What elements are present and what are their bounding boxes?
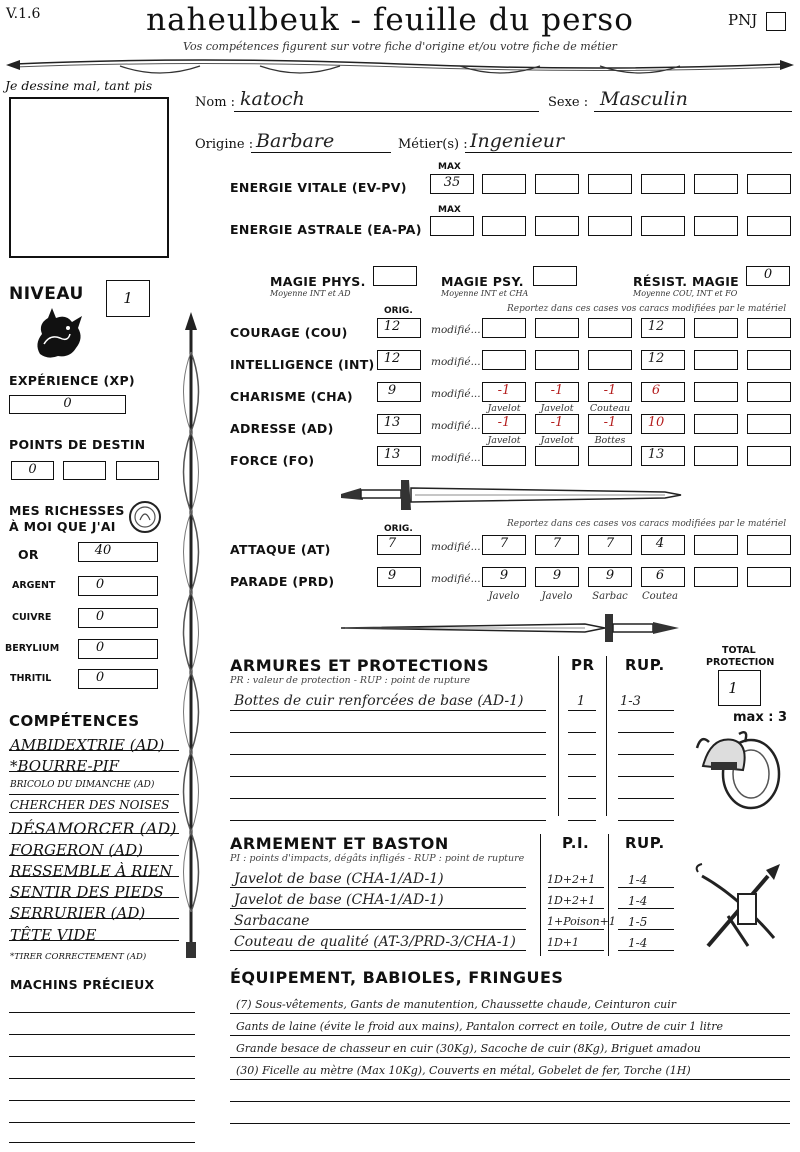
weapons-subtitle: PI : points d'impacts, dégâts infligés - RUP : point de rupture: [230, 853, 525, 864]
skill-item[interactable]: CHERCHER DES NOISES: [10, 798, 170, 812]
pnj-checkbox[interactable]: [766, 12, 786, 31]
armor-rup[interactable]: 1-3: [620, 694, 641, 709]
combat-cell-box[interactable]: [694, 567, 738, 587]
weapon-name[interactable]: Javelot de base (CHA-1/AD-1): [234, 892, 444, 908]
weapon-pi[interactable]: 1D+2+1: [547, 873, 596, 886]
combat-orig-value: 9: [387, 568, 397, 583]
combat-cell-value: 4: [655, 536, 665, 551]
ea-label: ENERGIE ASTRALE (EA-PA): [230, 222, 422, 237]
stat-cell-value: -1: [603, 415, 617, 430]
ea-box-4[interactable]: [641, 216, 685, 236]
resist-magie-value: 0: [763, 267, 773, 282]
argent-label: ARGENT: [12, 580, 56, 591]
combat-cell-box[interactable]: [747, 535, 791, 555]
stat-cell-value: 12: [647, 351, 665, 366]
version-label: V.1.6: [6, 6, 41, 22]
stat-cell-value: -1: [603, 383, 617, 398]
weapon-name[interactable]: Sarbacane: [234, 913, 310, 929]
dragon-icon: [30, 304, 88, 362]
ev-box-1[interactable]: [482, 174, 526, 194]
weapon-name[interactable]: Javelot de base (CHA-1/AD-1): [234, 871, 444, 887]
combat-sub-1: Javelo: [488, 591, 520, 602]
stat-modif-label: modifié...: [431, 324, 481, 336]
stats-note: Reportez dans ces cases vos caracs modifiées par le matériel: [507, 304, 787, 314]
skill-item[interactable]: DÉSAMORCER (AD): [10, 819, 177, 838]
weapon-rup[interactable]: 1-4: [628, 873, 648, 887]
sword-ornament-1: [335, 476, 685, 516]
sexe-value[interactable]: Masculin: [600, 88, 688, 110]
stat-cell-box[interactable]: [694, 414, 738, 434]
skill-item[interactable]: RESSEMBLE À RIEN: [10, 862, 173, 880]
stat-cell-value: -1: [550, 383, 564, 398]
skill-item[interactable]: BRICOLO DU DIMANCHE (AD): [10, 780, 155, 790]
portrait-caption: Je dessine mal, tant pis: [5, 78, 153, 93]
equipment-line[interactable]: Gants de laine (évite le froid aux mains), Pantalon correct en toile, Outre de cuir 1 litre: [236, 1020, 723, 1033]
weapon-name[interactable]: Couteau de qualité (AT-3/PRD-3/CHA-1): [234, 934, 516, 950]
stat-cell-sub: Javelot: [540, 403, 574, 414]
weapons-title: ARMEMENT ET BASTON: [230, 834, 449, 853]
stat-cell-box[interactable]: [747, 318, 791, 338]
coin-icon: [128, 500, 162, 534]
stat-modif-label: modifié...: [431, 356, 481, 368]
stat-cell-box[interactable]: [588, 446, 632, 466]
stat-orig-value: 12: [383, 319, 401, 334]
destin-label: POINTS DE DESTIN: [9, 437, 146, 452]
origine-label: Origine :: [195, 137, 254, 152]
stat-cell-box[interactable]: [588, 350, 632, 370]
combat-cell-box[interactable]: [694, 535, 738, 555]
stat-cell-value: -1: [497, 383, 511, 398]
precious-title: MACHINS PRÉCIEUX: [10, 977, 155, 992]
ev-box-4[interactable]: [641, 174, 685, 194]
metier-label: Métier(s) :: [398, 137, 468, 152]
stat-modif-label: modifié...: [431, 420, 481, 432]
or-value: 40: [94, 543, 112, 558]
ev-box-3[interactable]: [588, 174, 632, 194]
combat-note: Reportez dans ces cases vos caracs modifiées par le matériel: [507, 519, 787, 529]
stat-cell-box[interactable]: [482, 350, 526, 370]
combat-label: PARADE (PRD): [230, 574, 335, 589]
nom-value[interactable]: katoch: [240, 88, 305, 110]
stat-cell-box[interactable]: [588, 318, 632, 338]
ea-box-3[interactable]: [588, 216, 632, 236]
combat-modif-label: modifié...: [431, 573, 481, 585]
stat-cell-sub: Couteau: [589, 403, 631, 414]
stat-label: FORCE (FO): [230, 453, 315, 468]
stat-label: ADRESSE (AD): [230, 421, 334, 436]
cuivre-value: 0: [95, 609, 105, 624]
or-label: OR: [18, 547, 39, 562]
equipment-line[interactable]: Grande besace de chasseur en cuir (30Kg), Sacoche de cuir (8Kg), Briguet amadou: [236, 1042, 701, 1055]
combat-cell-value: 7: [605, 536, 615, 551]
skill-item[interactable]: TÊTE VIDE: [10, 926, 97, 944]
skills-footnote: *TIRER CORRECTEMENT (AD): [10, 952, 147, 962]
stat-cell-value: 10: [647, 415, 665, 430]
magie-psy-label: MAGIE PSY.: [441, 274, 524, 289]
armor-subtitle: PR : valeur de protection - RUP : point de rupture: [230, 675, 471, 686]
weapon-rup[interactable]: 1-4: [628, 894, 648, 908]
skill-item[interactable]: AMBIDEXTRIE (AD): [10, 736, 165, 754]
stat-label: CHARISME (CHA): [230, 389, 353, 404]
combat-cell-value: 7: [552, 536, 562, 551]
stat-cell-box[interactable]: [694, 350, 738, 370]
weapon-rup[interactable]: 1-5: [628, 915, 648, 929]
xp-value: 0: [63, 396, 72, 411]
stat-cell-sub: Javelot: [540, 435, 574, 446]
stats-orig-label: ORIG.: [384, 306, 413, 316]
stat-cell-box[interactable]: [535, 350, 579, 370]
staff-ornament: [176, 312, 206, 962]
total-protection-value: 1: [728, 679, 738, 697]
berylium-label: BERYLIUM: [5, 643, 60, 654]
magie-psy-box[interactable]: [533, 266, 577, 286]
destin-value-1: 0: [28, 462, 37, 477]
weapon-pi[interactable]: 1D+1: [547, 936, 580, 949]
weapon-pi[interactable]: 1+Poison+1: [547, 915, 616, 928]
skills-title: COMPÉTENCES: [9, 712, 140, 730]
xp-label: EXPÉRIENCE (XP): [9, 373, 135, 388]
niveau-label: NIVEAU: [9, 284, 84, 304]
stat-cell-box[interactable]: [694, 446, 738, 466]
stat-cell-box[interactable]: [694, 318, 738, 338]
stat-cell-value: -1: [497, 415, 511, 430]
weapon-rup[interactable]: 1-4: [628, 936, 648, 950]
stat-cell-value: 12: [647, 319, 665, 334]
combat-cell-value: 9: [499, 568, 509, 583]
ea-max-label: MAX: [438, 205, 461, 215]
stat-cell-box[interactable]: [482, 318, 526, 338]
equipment-title: ÉQUIPEMENT, BABIOLES, FRINGUES: [230, 968, 564, 987]
ea-box-6[interactable]: [747, 216, 791, 236]
magie-phys-label: MAGIE PHYS.: [270, 274, 366, 289]
ev-label: ENERGIE VITALE (EV-PV): [230, 180, 407, 195]
skill-item[interactable]: FORGERON (AD): [10, 841, 143, 859]
ea-box-2[interactable]: [535, 216, 579, 236]
portrait-box[interactable]: [9, 97, 169, 258]
thritil-value: 0: [95, 670, 105, 685]
origine-value[interactable]: Barbare: [256, 130, 335, 152]
total-label-2: PROTECTION: [706, 657, 775, 668]
sexe-label: Sexe :: [548, 95, 589, 110]
weapons-icon: [688, 856, 788, 956]
sword-ornament-2: [335, 608, 685, 648]
equipment-line[interactable]: (30) Ficelle au mètre (Max 10Kg), Couverts en métal, Gobelet de fer, Torche (1H): [236, 1064, 691, 1077]
stat-cell-sub: Javelot: [487, 435, 521, 446]
nom-label: Nom :: [195, 95, 236, 110]
combat-cell-value: 9: [605, 568, 615, 583]
combat-orig-value: 7: [387, 536, 397, 551]
pnj-label: PNJ: [728, 11, 758, 29]
stat-cell-box[interactable]: [482, 446, 526, 466]
skill-item[interactable]: *BOURRE-PIF: [10, 757, 120, 775]
armor-title: ARMURES ET PROTECTIONS: [230, 656, 489, 675]
combat-cell-box[interactable]: [747, 567, 791, 587]
stat-orig-value: 13: [383, 415, 401, 430]
weapons-pi-label: P.I.: [562, 834, 590, 852]
stat-cell-value: 13: [647, 447, 665, 462]
ea-max-box[interactable]: [430, 216, 474, 236]
destin-box-2[interactable]: [63, 461, 106, 480]
stat-modif-label: modifié...: [431, 452, 481, 464]
page-title: naheulbeuk - feuille du perso: [146, 2, 634, 38]
skill-item[interactable]: SENTIR DES PIEDS: [10, 883, 164, 901]
stat-cell-box[interactable]: [535, 446, 579, 466]
total-label-1: TOTAL: [722, 645, 756, 656]
armor-rup-label: RUP.: [625, 656, 665, 674]
ev-box-5[interactable]: [694, 174, 738, 194]
combat-orig-label: ORIG.: [384, 524, 413, 534]
weapon-pi[interactable]: 1D+2+1: [547, 894, 596, 907]
destin-box-3[interactable]: [116, 461, 159, 480]
helmet-shield-icon: [693, 726, 783, 812]
combat-cell-value: 7: [499, 536, 509, 551]
stat-modif-label: modifié...: [431, 388, 481, 400]
combat-sub-2: Javelo: [541, 591, 573, 602]
armor-pr[interactable]: 1: [576, 694, 586, 709]
magie-phys-box[interactable]: [373, 266, 417, 286]
richesses-label-2: À MOI QUE J'AI: [9, 519, 116, 534]
ev-box-2[interactable]: [535, 174, 579, 194]
metier-value[interactable]: Ingenieur: [470, 130, 565, 152]
stat-orig-value: 12: [383, 351, 401, 366]
stat-cell-box[interactable]: [747, 350, 791, 370]
combat-sub-4: Coutea: [641, 591, 678, 602]
stat-label: COURAGE (COU): [230, 325, 348, 340]
equipment-line[interactable]: (7) Sous-vêtements, Gants de manutention, Chaussette chaude, Ceinturon cuir: [236, 998, 677, 1011]
ev-max-label: MAX: [438, 162, 461, 172]
richesses-label-1: MES RICHESSES: [9, 503, 125, 518]
skill-item[interactable]: SERRURIER (AD): [10, 904, 146, 922]
page-subtitle: Vos compétences figurent sur votre fiche d'origine et/ou votre fiche de métier: [183, 40, 617, 53]
stat-cell-value: -1: [550, 415, 564, 430]
stat-cell-box[interactable]: [694, 382, 738, 402]
berylium-value: 0: [95, 640, 105, 655]
magie-psy-sub: Moyenne INT et CHA: [441, 289, 529, 298]
argent-value: 0: [95, 577, 105, 592]
combat-modif-label: modifié...: [431, 541, 481, 553]
ea-box-5[interactable]: [694, 216, 738, 236]
stat-orig-value: 9: [387, 383, 397, 398]
stat-orig-value: 13: [383, 447, 401, 462]
stat-cell-sub: Bottes: [594, 435, 626, 446]
resist-magie-label: RÉSIST. MAGIE: [633, 274, 740, 289]
armor-pr-label: PR: [571, 656, 595, 674]
resist-magie-sub: Moyenne COU, INT et FO: [633, 289, 738, 298]
max-protection-label: max : 3: [733, 710, 787, 725]
combat-cell-value: 6: [655, 568, 665, 583]
combat-sub-3: Sarbac: [592, 591, 628, 602]
ea-box-1[interactable]: [482, 216, 526, 236]
armor-name[interactable]: Bottes de cuir renforcées de base (AD-1): [234, 693, 524, 709]
ev-box-6[interactable]: [747, 174, 791, 194]
magie-phys-sub: Moyenne INT et AD: [270, 289, 351, 298]
niveau-value: 1: [123, 289, 133, 307]
stat-cell-box[interactable]: [747, 446, 791, 466]
combat-label: ATTAQUE (AT): [230, 542, 331, 557]
stat-label: INTELLIGENCE (INT): [230, 357, 375, 372]
stat-cell-value: 6: [651, 383, 661, 398]
cuivre-label: CUIVRE: [12, 612, 52, 623]
stat-cell-sub: Javelot: [487, 403, 521, 414]
ev-max-value: 35: [443, 175, 461, 190]
thritil-label: THRITIL: [10, 673, 52, 684]
combat-cell-value: 9: [552, 568, 562, 583]
stat-cell-box[interactable]: [535, 318, 579, 338]
stat-cell-box[interactable]: [747, 414, 791, 434]
stat-cell-box[interactable]: [747, 382, 791, 402]
weapons-rup-label: RUP.: [625, 834, 665, 852]
